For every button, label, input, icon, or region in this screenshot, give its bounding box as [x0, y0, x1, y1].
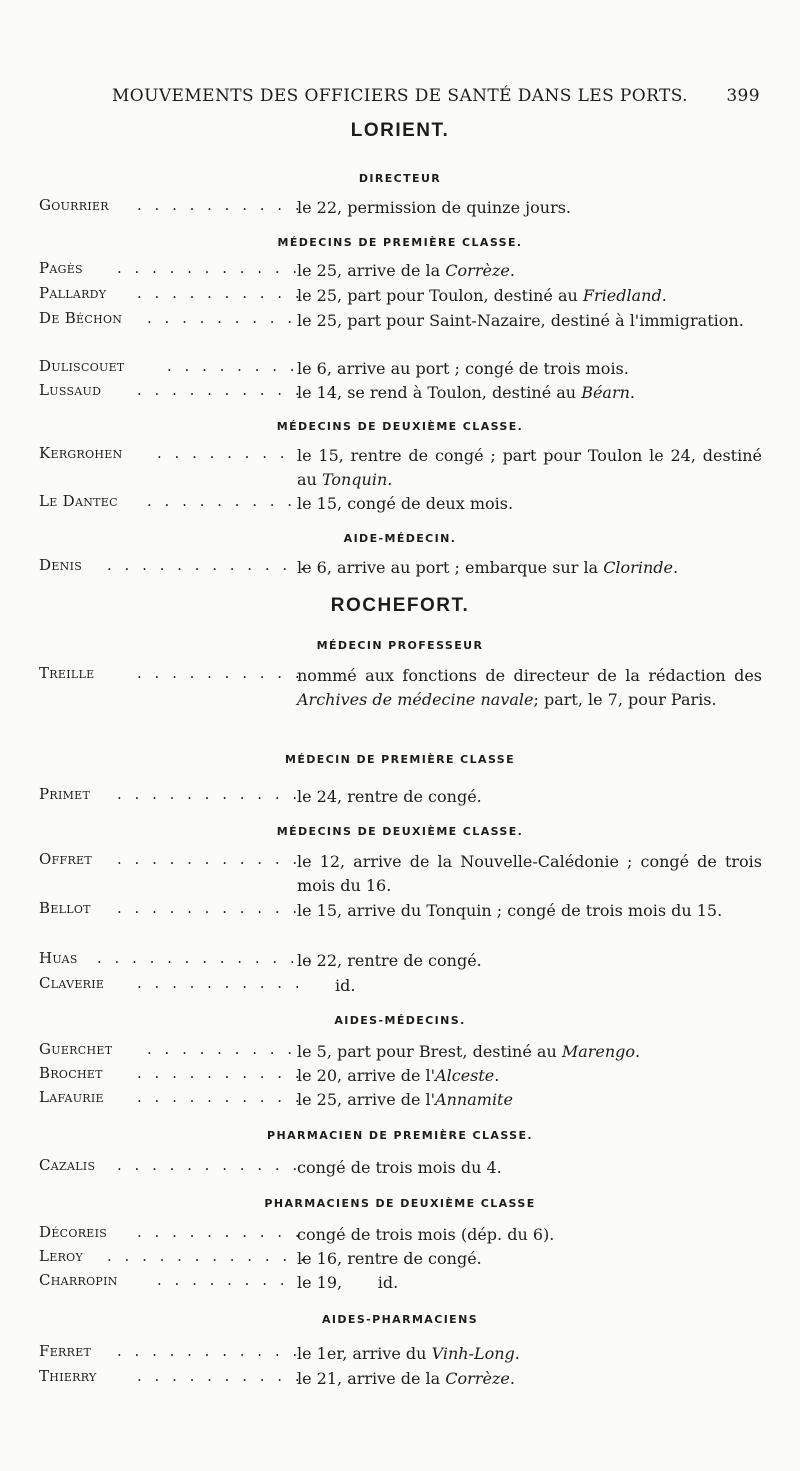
leader-dots: . . . . . . . . . .: [137, 1367, 304, 1385]
leader-dots: . . . . . . . . .: [147, 492, 297, 510]
officer-name: Décoreis: [39, 1223, 108, 1241]
leader-dots: . . . . . . . . . . .: [117, 850, 302, 868]
ship-name: Friedland: [582, 286, 662, 305]
officer-name: Treille: [39, 664, 95, 682]
entry-text: le 25, arrive de la Corrèze.: [297, 261, 515, 280]
ship-name: Corrèze: [445, 261, 510, 280]
officer-name: Leroy: [39, 1247, 84, 1265]
entry-text: le 15, arrive du Tonquin ; congé de trois mois du 15.: [297, 901, 723, 920]
entry-text: le 16, rentre de congé.: [297, 1249, 482, 1268]
leader-dots: . . . . . . . . . .: [137, 974, 304, 992]
officer-name: Huas: [39, 949, 78, 967]
header-title: MOUVEMENTS DES OFFICIERS DE SANTÉ DANS LES PORTS.: [112, 86, 688, 106]
entry-text: id.: [335, 976, 356, 995]
leader-dots: . . . . . . . . .: [147, 1040, 297, 1058]
page-number: 399: [726, 86, 760, 106]
section-heading: AIDES-MÉDECINS.: [334, 1014, 466, 1027]
entry-text: nommé aux fonctions de directeur de la rédaction des Archives de médecine navale; part, le 7, pour Paris.: [297, 666, 762, 709]
leader-dots: . . . . . . . . . . . .: [107, 556, 309, 574]
leader-dots: . . . . . . . . . . . . .: [97, 949, 317, 967]
section-heading: DIRECTEUR: [358, 172, 442, 185]
entry-text: le 15, rentre de congé ; part pour Toulon le 24, destiné au Tonquin.: [297, 446, 762, 489]
entry-text: le 25, arrive de l'Annamite: [297, 1090, 513, 1109]
entry-text: le 25, part pour Toulon, destiné au Friedland.: [297, 286, 667, 305]
leader-dots: . . . . . . . . . . .: [117, 259, 302, 277]
entry-text: le 21, arrive de la Corrèze.: [297, 1369, 515, 1388]
running-header: [112, 86, 760, 106]
entry-text: congé de trois mois (dép. du 6).: [297, 1225, 555, 1244]
leader-dots: . . . . . . . . . .: [137, 1088, 304, 1106]
entry-text: le 6, arrive au port ; congé de trois mois.: [297, 359, 629, 378]
entry-text: le 22, rentre de congé.: [297, 951, 482, 970]
leader-dots: . . . . . . . . . .: [137, 196, 304, 214]
officer-name: Charropin: [39, 1271, 118, 1289]
leader-dots: . . . . . . . . . . .: [117, 1156, 302, 1174]
leader-dots: . . . . . . . . . . .: [117, 785, 302, 803]
leader-dots: . . . . . . . . . .: [137, 284, 304, 302]
leader-dots: . . . . . . . .: [157, 444, 289, 462]
entry-text: le 15, congé de deux mois.: [297, 494, 514, 513]
leader-dots: . . . . . . . . . .: [137, 664, 304, 682]
leader-dots: . . . . . . . .: [167, 357, 299, 375]
officer-name: Pallardy: [39, 284, 107, 302]
journal-title: Archives de médecine navale: [297, 690, 534, 709]
leader-dots: . . . . . . . . . .: [137, 1064, 304, 1082]
section-heading: MÉDECINS DE DEUXIÈME CLASSE.: [276, 825, 524, 838]
section-heading: MÉDECINS DE DEUXIÈME CLASSE.: [276, 420, 524, 433]
officer-name: Guerchet: [39, 1040, 113, 1058]
leader-dots: . . . . . . . . . . .: [117, 1342, 302, 1360]
officer-name: Brochet: [39, 1064, 103, 1082]
entry-text: le 6, arrive au port ; embarque sur la Clorinde.: [297, 558, 679, 577]
entry-text: le 20, arrive de l'Alceste.: [297, 1066, 500, 1085]
section-heading: PHARMACIENS DE DEUXIÈME CLASSE: [264, 1197, 536, 1210]
entry-text: le 25, part pour Saint-Nazaire, destiné à l'immigration.: [297, 311, 744, 330]
ship-name: Corrèze: [445, 1369, 510, 1388]
section-heading: MÉDECIN DE PREMIÈRE CLASSE: [284, 753, 516, 766]
officer-name: Lafaurie: [39, 1088, 104, 1106]
officer-name: Ferret: [39, 1342, 92, 1360]
officer-name: Gourrier: [39, 196, 109, 214]
ship-name: Marengo: [561, 1042, 636, 1061]
officer-name: Primet: [39, 785, 91, 803]
leader-dots: . . . . . . . .: [157, 1271, 289, 1289]
leader-dots: . . . . . . . . .: [147, 309, 297, 327]
officer-name: Denis: [39, 556, 83, 574]
section-heading: AIDES-PHARMACIENS: [321, 1313, 479, 1326]
port-title-rochefort: ROCHEFORT.: [330, 595, 470, 616]
section-heading: PHARMACIEN DE PREMIÈRE CLASSE.: [267, 1129, 533, 1142]
entry-text: le 24, rentre de congé.: [297, 787, 482, 806]
leader-dots: . . . . . . . . . .: [137, 1223, 304, 1241]
ship-name: Annamite: [435, 1090, 513, 1109]
ship-name: Vinh-Long: [431, 1344, 515, 1363]
leader-dots: . . . . . . . . . . .: [117, 899, 302, 917]
section-heading: AIDE-MÉDECIN.: [343, 532, 457, 545]
ship-name: Tonquin: [321, 470, 388, 489]
section-heading: MÉDECINS DE PREMIÈRE CLASSE.: [277, 236, 523, 249]
port-title-lorient: LORIENT.: [350, 120, 450, 141]
ship-name: Béarn: [581, 383, 630, 402]
entry-text: le 5, part pour Brest, destiné au Marengo.: [297, 1042, 641, 1061]
entry-text: le 19, id.: [297, 1273, 399, 1292]
officer-name: Bellot: [39, 899, 91, 917]
officer-name: Thierry: [39, 1367, 97, 1385]
leader-dots: . . . . . . . . . . . .: [107, 1247, 309, 1265]
officer-name: Kergrohen: [39, 444, 123, 462]
officer-name: Le Dantec: [39, 492, 118, 510]
entry-text: le 22, permission de quinze jours.: [297, 198, 572, 217]
officer-name: Cazalis: [39, 1156, 96, 1174]
entry-text: congé de trois mois du 4.: [297, 1158, 502, 1177]
section-heading: MÉDECIN PROFESSEUR: [316, 639, 484, 652]
leader-dots: . . . . . . . . . .: [137, 381, 304, 399]
ship-name: Clorinde: [603, 558, 673, 577]
officer-name: Offret: [39, 850, 93, 868]
entry-text: le 14, se rend à Toulon, destiné au Béarn.: [297, 383, 636, 402]
officer-name: De Béchon: [39, 309, 123, 327]
entry-text: le 12, arrive de la Nouvelle-Calédonie ; congé de trois mois du 16.: [297, 852, 762, 895]
officer-name: Claverie: [39, 974, 105, 992]
officer-name: Pagès: [39, 259, 83, 277]
entry-text: le 1er, arrive du Vinh-Long.: [297, 1344, 520, 1363]
officer-name: Duliscouet: [39, 357, 125, 375]
ship-name: Alceste: [435, 1066, 495, 1085]
officer-name: Lussaud: [39, 381, 102, 399]
